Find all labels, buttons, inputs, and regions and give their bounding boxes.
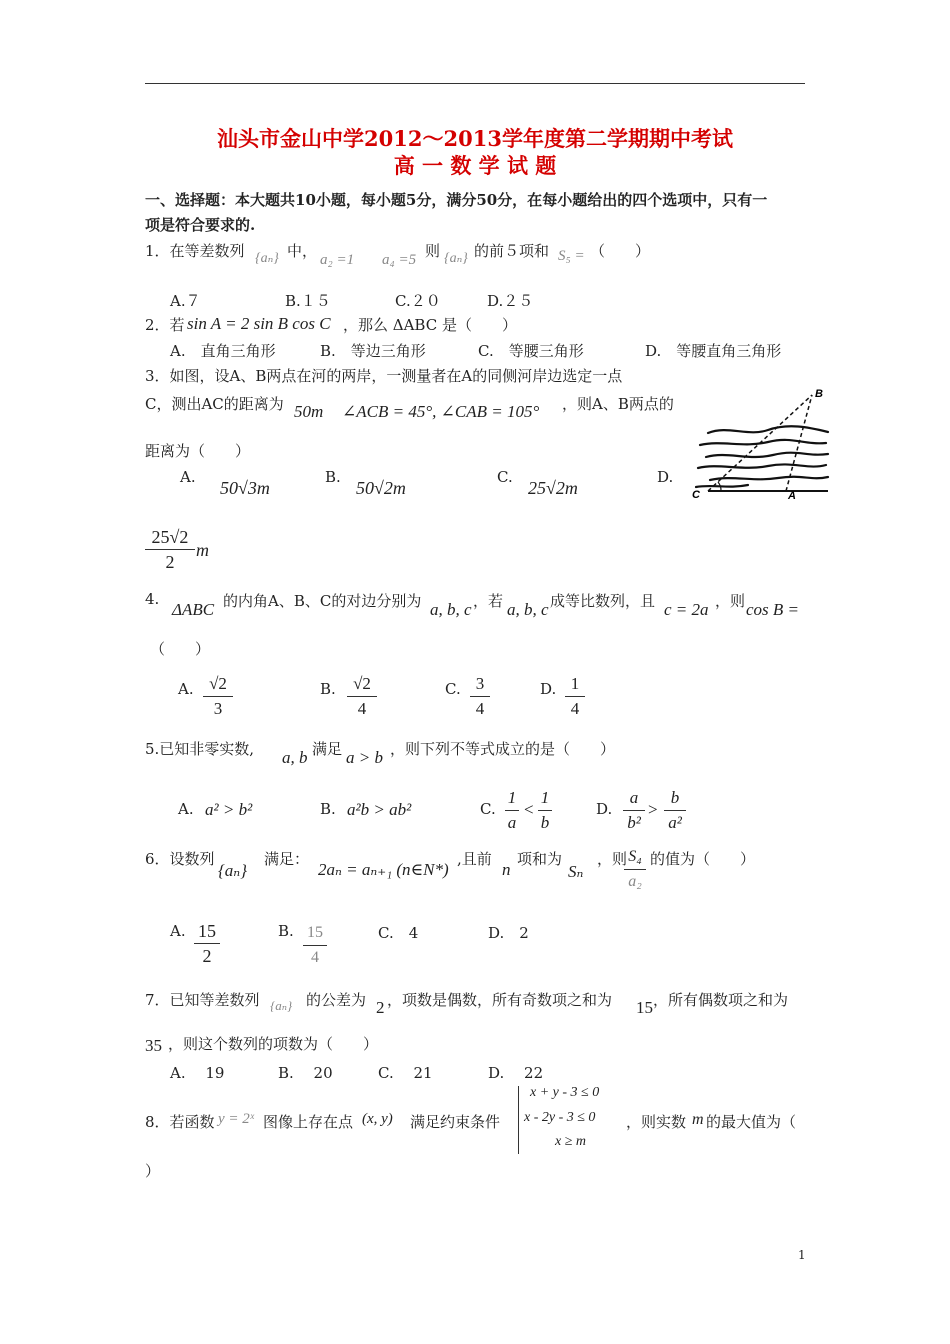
q7-option-b: B. 20 bbox=[278, 1064, 333, 1082]
q7-option-c: C. 21 bbox=[378, 1064, 433, 1082]
q7-text5: ，则这个数列的项数为（ ） bbox=[168, 1035, 379, 1053]
q7-text4: ，所有偶数项之和为 bbox=[653, 991, 789, 1009]
q1-option-c: C.２０ bbox=[395, 292, 441, 310]
q7-d: 2 bbox=[376, 998, 385, 1017]
q8-text1: 8．若函数 bbox=[145, 1113, 215, 1131]
q7-text3: ，项数是偶数，所有奇数项之和为 bbox=[387, 991, 613, 1009]
q6-text4: 项和为 bbox=[517, 850, 563, 868]
q7-text2: 的公差为 bbox=[306, 991, 367, 1009]
q7-odd: 15 bbox=[636, 998, 653, 1017]
page-number: 1 bbox=[798, 1248, 806, 1262]
q7-even: 35 bbox=[145, 1036, 162, 1055]
q5-frac-c2: 1 b bbox=[538, 787, 552, 834]
q8-constraint-1: x + y - 3 ≤ 0 bbox=[530, 1085, 600, 1100]
q4-condition: c = 2a bbox=[664, 600, 709, 619]
q1-option-d: D.２５ bbox=[487, 292, 534, 310]
q5-op-d: > bbox=[648, 800, 658, 819]
q2-option-b: B. 等边三角形 bbox=[320, 342, 426, 360]
q8-constraint-2: x - 2y - 3 ≤ 0 bbox=[524, 1110, 596, 1125]
q7-option-d: D. 22 bbox=[488, 1064, 544, 1082]
q6-seq: {aₙ} bbox=[218, 861, 247, 880]
q1-s5: S₅ = bbox=[558, 248, 585, 264]
q4-abc: a, b, c bbox=[430, 600, 472, 619]
q4-text1: 的内角A、B、C的对边分别为 bbox=[223, 592, 422, 610]
q4-frac-d: 1 4 bbox=[565, 673, 585, 720]
q3-line2b: ，则A、B两点的 bbox=[562, 395, 674, 413]
q7-option-a: A. 19 bbox=[170, 1064, 225, 1082]
q3-answer-a: 50√3m bbox=[220, 478, 270, 498]
q6-text5: ，则 bbox=[597, 850, 628, 868]
q4-frac-c: 3 4 bbox=[470, 673, 490, 720]
q8-func: y = 2ˣ bbox=[218, 1111, 255, 1127]
q8-text2: 图像上存在点 bbox=[263, 1113, 354, 1131]
q2-option-a: A. 直角三角形 bbox=[170, 342, 276, 360]
section-heading-cont: 项是符合要求的. bbox=[145, 216, 256, 234]
q5-frac-c1: 1 a bbox=[505, 787, 519, 834]
q5-option-d: D. bbox=[596, 800, 613, 818]
q8-text3: 满足约束条件 bbox=[410, 1113, 501, 1131]
q3-distance: 50m bbox=[294, 402, 324, 421]
q5-option-a: A. bbox=[178, 800, 194, 818]
q1-paren: （ ） bbox=[590, 242, 651, 260]
q4-num: 4. bbox=[145, 590, 160, 608]
q6-option-a: A. bbox=[170, 922, 186, 940]
q3-option-c: C. bbox=[497, 468, 513, 486]
figure-label-a: A bbox=[788, 490, 796, 502]
figure-label-c: C bbox=[692, 489, 700, 501]
q7-text1: 7．已知等差数列 bbox=[145, 991, 260, 1009]
q2-expr: sin A = 2 sin B cos C bbox=[187, 314, 331, 333]
q1-text3: 则 bbox=[425, 242, 441, 260]
q6-relation: 2aₙ = aₙ₊₁ (n∈N*) bbox=[318, 860, 449, 879]
q5-expr-a: a² > b² bbox=[205, 800, 253, 819]
q5-text1: 5.已知非零实数, bbox=[145, 740, 255, 758]
q6-option-d: D. 2 bbox=[488, 924, 529, 942]
q4-option-c: C. bbox=[445, 680, 461, 698]
q3-option-b: B. bbox=[325, 468, 341, 486]
q6-text2: 满足： bbox=[264, 850, 310, 868]
q3-angles: ∠ACB = 45°, ∠CAB = 105° bbox=[342, 402, 540, 421]
q8-text4: ，则实数 bbox=[626, 1113, 687, 1131]
q6-frac-a: 15 2 bbox=[194, 920, 220, 967]
q6-frac: S₄ a₂ bbox=[624, 846, 646, 893]
q5-option-c: C. bbox=[480, 800, 496, 818]
q3-answer-c: 25√2m bbox=[528, 478, 578, 498]
q6-text3: ,且前 bbox=[457, 850, 492, 868]
q1-option-a: A.７ bbox=[170, 292, 201, 310]
q6-frac-b: 15 4 bbox=[303, 922, 327, 969]
q5-option-b: B. bbox=[320, 800, 336, 818]
q5-frac-d1: a b² bbox=[623, 787, 645, 834]
q1-cond1: a₂ =1 bbox=[320, 252, 355, 268]
q4-text3: 成等比数列，且 bbox=[550, 592, 656, 610]
q1-text2: 中， bbox=[287, 242, 318, 260]
q6-text1: 6．设数列 bbox=[145, 850, 215, 868]
page-title: 汕头市金山中学2012～2013学年度第二学期期中考试 bbox=[217, 126, 733, 151]
q1-text: 1．在等差数列 bbox=[145, 242, 245, 260]
q2-text: 2．若 bbox=[145, 316, 185, 334]
page-subtitle: 高 一 数 学 试 题 bbox=[393, 153, 557, 178]
q8-text6: ） bbox=[145, 1162, 161, 1180]
q5-frac-d2: b a² bbox=[664, 787, 686, 834]
q4-text4: ，则 bbox=[715, 592, 746, 610]
q3-line3: 距离为（ ） bbox=[145, 442, 251, 460]
q3-answer-d-unit: m bbox=[196, 540, 209, 560]
q8-text5: 的最大值为（ bbox=[706, 1113, 797, 1131]
q6-option-c: C. 4 bbox=[378, 924, 419, 942]
q1-seq2: {aₙ} bbox=[444, 251, 468, 266]
q4-option-a: A. bbox=[178, 680, 194, 698]
q3-answer-b: 50√2m bbox=[356, 478, 406, 498]
q3-option-a: A. bbox=[180, 468, 196, 486]
q5-ab: a, b bbox=[282, 748, 308, 767]
q4-abc2: a, b, c bbox=[507, 600, 549, 619]
q4-paren: （ ） bbox=[150, 640, 211, 658]
q4-frac-a: √2 3 bbox=[203, 673, 233, 720]
q6-n: n bbox=[502, 860, 511, 879]
q3-line2: C，测出AC的距离为 bbox=[145, 395, 284, 413]
q8-constraint-3: x ≥ m bbox=[555, 1134, 587, 1149]
q6-sn: Sₙ bbox=[568, 862, 584, 881]
q1-text4: 的前５项和 bbox=[474, 242, 550, 260]
q1-option-b: B.１５ bbox=[285, 292, 331, 310]
q8-point: (x, y) bbox=[362, 1111, 393, 1127]
figure-label-b: B bbox=[815, 388, 823, 400]
q4-triangle: ΔABC bbox=[172, 600, 215, 619]
q4-option-d: D. bbox=[540, 680, 557, 698]
q4-cosb: cos B = bbox=[746, 600, 800, 619]
q5-text2: 满足 bbox=[312, 740, 343, 758]
q4-frac-b: √2 4 bbox=[347, 673, 377, 720]
q1-cond2: a₄ =5 bbox=[382, 252, 417, 268]
q6-option-b: B. bbox=[278, 922, 294, 940]
q5-expr-b: a²b > ab² bbox=[347, 800, 412, 819]
q5-op-c: < bbox=[524, 800, 534, 819]
q1-seq: {aₙ} bbox=[255, 251, 279, 266]
q3-option-d: D. bbox=[657, 468, 674, 486]
q6-text6: 的值为（ ） bbox=[650, 850, 756, 868]
q3-line1: 3．如图，设A、B两点在河的两岸，一测量者在A的同侧河岸边选定一点 bbox=[145, 367, 623, 385]
q7-seq: {aₙ} bbox=[270, 998, 293, 1013]
q4-text2: ，若 bbox=[473, 592, 504, 610]
top-rule bbox=[145, 83, 805, 84]
q2-text2: ，那么 ΔABC 是（ ） bbox=[343, 316, 517, 334]
q2-option-d: D. 等腰直角三角形 bbox=[645, 342, 782, 360]
q4-option-b: B. bbox=[320, 680, 336, 698]
q2-option-c: C. 等腰三角形 bbox=[478, 342, 584, 360]
q5-condition: a > b bbox=[346, 748, 383, 767]
q3-answer-d: 25√2 2 bbox=[145, 526, 195, 573]
section-heading: 一、选择题：本大题共10小题，每小题5分，满分50分，在每小题给出的四个选项中，只有一 bbox=[145, 191, 768, 209]
q5-text3: ，则下列不等式成立的是（ ） bbox=[390, 740, 616, 758]
q8-m: m bbox=[692, 1111, 704, 1128]
river-figure bbox=[688, 385, 833, 505]
